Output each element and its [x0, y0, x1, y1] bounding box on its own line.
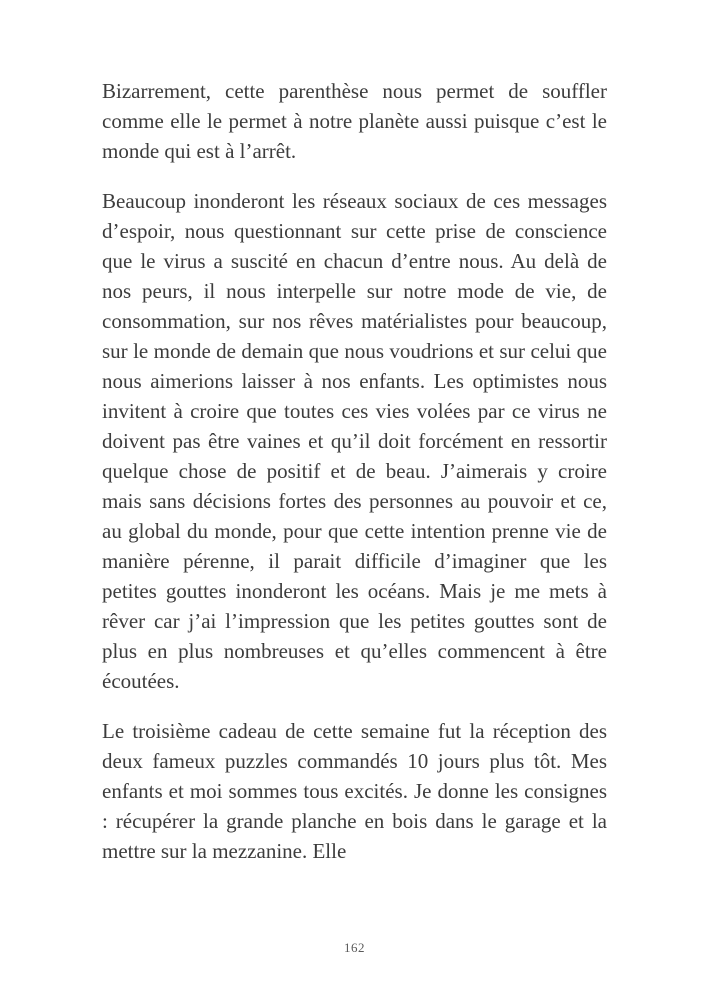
body-paragraph-3: Le troisième cadeau de cette semaine fut la réception des deux fameux puzzles commandés 10 jours plus tôt. Mes enfants et moi sommes tous excités. Je donne les consignes : récupérer la grande planche en bois dans le garage et la mettre sur la mezzanine. Elle: [102, 719, 607, 863]
page-number: 162: [344, 940, 365, 955]
body-paragraph-1: Bizarrement, cette parenthèse nous permet de souffler comme elle le permet à notre planète aussi puisque c’est le monde qui est à l’arrêt.: [102, 79, 607, 163]
body-paragraph-2: Beaucoup inonderont les réseaux sociaux de ces messages d’espoir, nous questionnant sur cette prise de conscience que le virus a suscité en chacun d’entre nous. Au delà de nos peurs, il nous interpelle sur notre mode de vie, de consommation, sur nos rêves matérialistes pour beaucoup, sur le monde de demain que nous voudrions et sur celui que nous aimerions laisser à nos enfants. Les optimistes nous invitent à croire que toutes ces vies volées par ce virus ne doivent pas être vaines et qu’il doit forcément en ressortir quelque chose de positif et de beau. J’aimerais y croire mais sans décisions fortes des personnes au pouvoir et ce, au global du monde, pour que cette intention prenne vie de manière pérenne, il parait difficile d’imaginer que les petites gouttes inonderont les océans. Mais je me mets à rêver car j’ai l’impression que les petites gouttes sont de plus en plus nombreuses et qu’elles commencent à être écoutées.: [102, 189, 607, 693]
page-body-text: [102, 76, 607, 866]
